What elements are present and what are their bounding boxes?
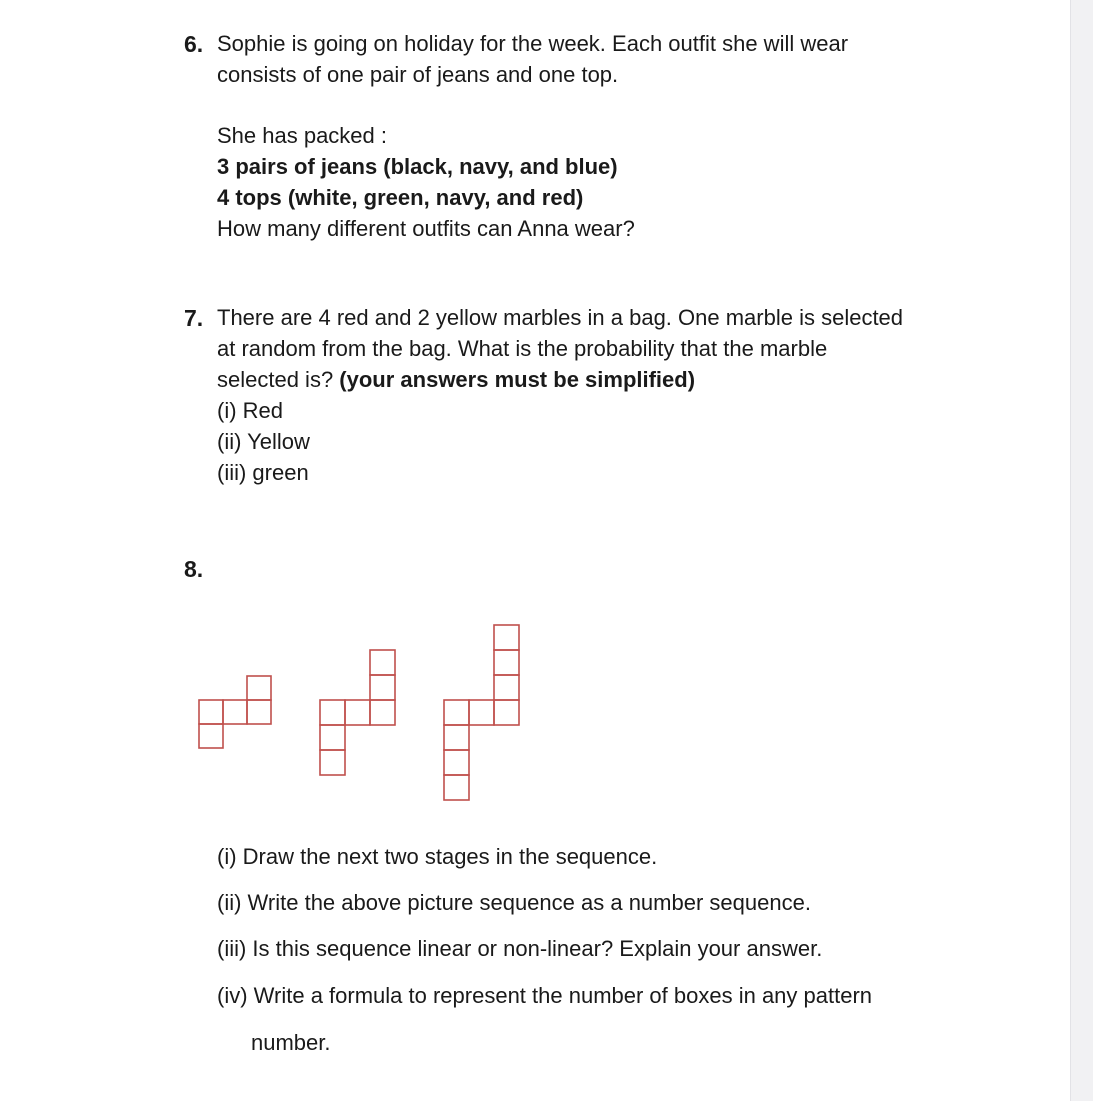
question-8-number: 8. <box>184 556 204 582</box>
pattern-box <box>370 675 395 700</box>
pattern-box <box>494 625 519 650</box>
box-pattern-figure <box>190 615 530 815</box>
pattern-box <box>199 724 223 748</box>
question-8-part-i: (i) Draw the next two stages in the sequence. <box>217 844 658 869</box>
page-scrollbar-gutter[interactable] <box>1070 0 1093 1101</box>
pattern-box <box>370 650 395 675</box>
pattern-box <box>494 675 519 700</box>
pattern-stage-3 <box>444 625 519 800</box>
question-6-packed-intro: She has packed : <box>217 123 388 148</box>
pattern-box <box>444 750 469 775</box>
pattern-box <box>247 676 271 700</box>
pattern-box <box>444 700 469 725</box>
question-7-line-3-text: selected is? <box>217 367 340 392</box>
question-6-line-1: Sophie is going on holiday for the week. Each outfit she will wear <box>217 31 849 56</box>
question-7-part-iii: (iii) green <box>217 460 309 485</box>
pattern-box <box>247 700 271 724</box>
pattern-box <box>199 700 223 724</box>
pattern-box <box>494 700 519 725</box>
pattern-box <box>320 750 345 775</box>
question-7-line-1: There are 4 red and 2 yellow marbles in a bag. One marble is selected <box>217 305 904 330</box>
question-6-jeans: 3 pairs of jeans (black, navy, and blue) <box>217 154 618 179</box>
pattern-box <box>320 725 345 750</box>
question-8-part-ii: (ii) Write the above picture sequence as a number sequence. <box>217 890 811 915</box>
pattern-box <box>444 725 469 750</box>
question-6-tops: 4 tops (white, green, navy, and red) <box>217 185 584 210</box>
question-6-line-2: consists of one pair of jeans and one top. <box>217 62 619 87</box>
question-6-number: 6. <box>184 31 204 57</box>
question-7-part-i: (i) Red <box>217 398 284 423</box>
question-7-line-3 <box>217 366 695 394</box>
pattern-box <box>444 775 469 800</box>
question-8-part-iv: (iv) Write a formula to represent the number of boxes in any pattern <box>217 983 873 1008</box>
question-7-part-ii: (ii) Yellow <box>217 429 310 454</box>
pattern-box <box>320 700 345 725</box>
pattern-stage-2 <box>320 650 395 775</box>
pattern-box <box>494 650 519 675</box>
pattern-box <box>345 700 370 725</box>
pattern-box <box>469 700 494 725</box>
question-7-simplify-note: (your answers must be simplified) <box>339 367 696 392</box>
question-8-part-iv-continued: number. <box>251 1030 331 1055</box>
pattern-stage-1 <box>199 676 271 748</box>
pattern-box <box>223 700 247 724</box>
pattern-box <box>370 700 395 725</box>
question-7-line-2: at random from the bag. What is the probability that the marble <box>217 336 828 361</box>
question-8-part-iii: (iii) Is this sequence linear or non-linear? Explain your answer. <box>217 936 823 961</box>
question-6-question: How many different outfits can Anna wear? <box>217 216 635 241</box>
question-7-number: 7. <box>184 305 204 331</box>
